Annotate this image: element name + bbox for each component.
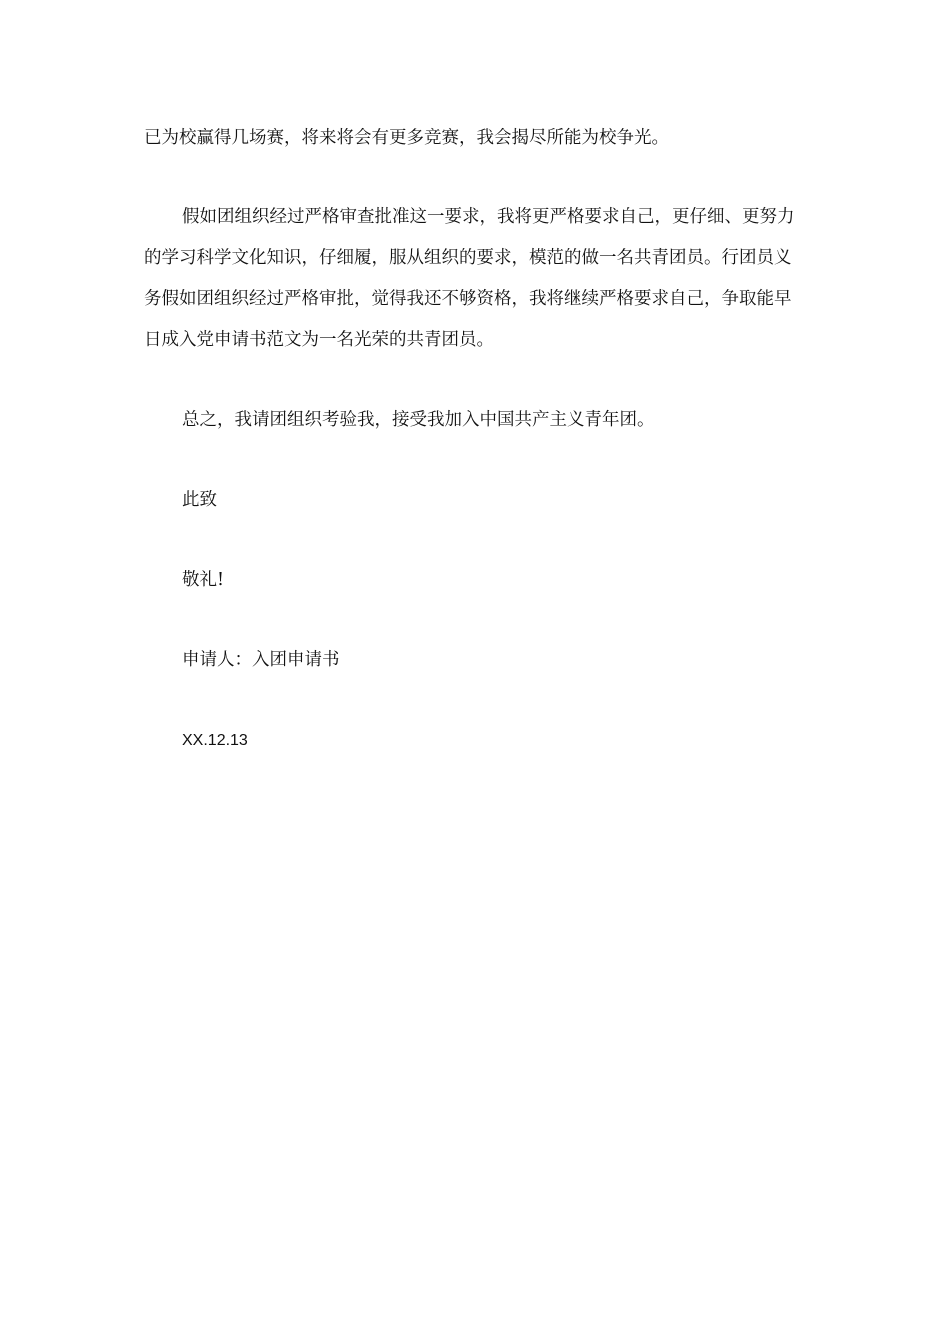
applicant-signature: 申请人：入团申请书 [182, 650, 340, 670]
document-date: XX.12.13 [182, 732, 248, 749]
closing-salutation: 此致 [182, 490, 217, 510]
paragraph-approval: 假如团组织经过严格审查批准这一要求，我将更严格要求自己，更仔细、更努力的学习科学文化知识，仔细履，服从组织的要求，模范的做一名共青团员。行团员义务假如团组织经过严格审批，觉得我还不够资格，我将继续严格要求自己，争取能早日成入党申请书范文为一名光荣的共青团员。 [144, 207, 795, 350]
paragraph-conclusion: 总之，我请团组织考验我，接受我加入中国共产主义青年团。 [182, 410, 655, 430]
closing-regards: 敬礼! [182, 570, 225, 590]
paragraph-continuation: 已为校赢得几场赛，将来将会有更多竞赛，我会揭尽所能为校争光。 [144, 128, 669, 148]
